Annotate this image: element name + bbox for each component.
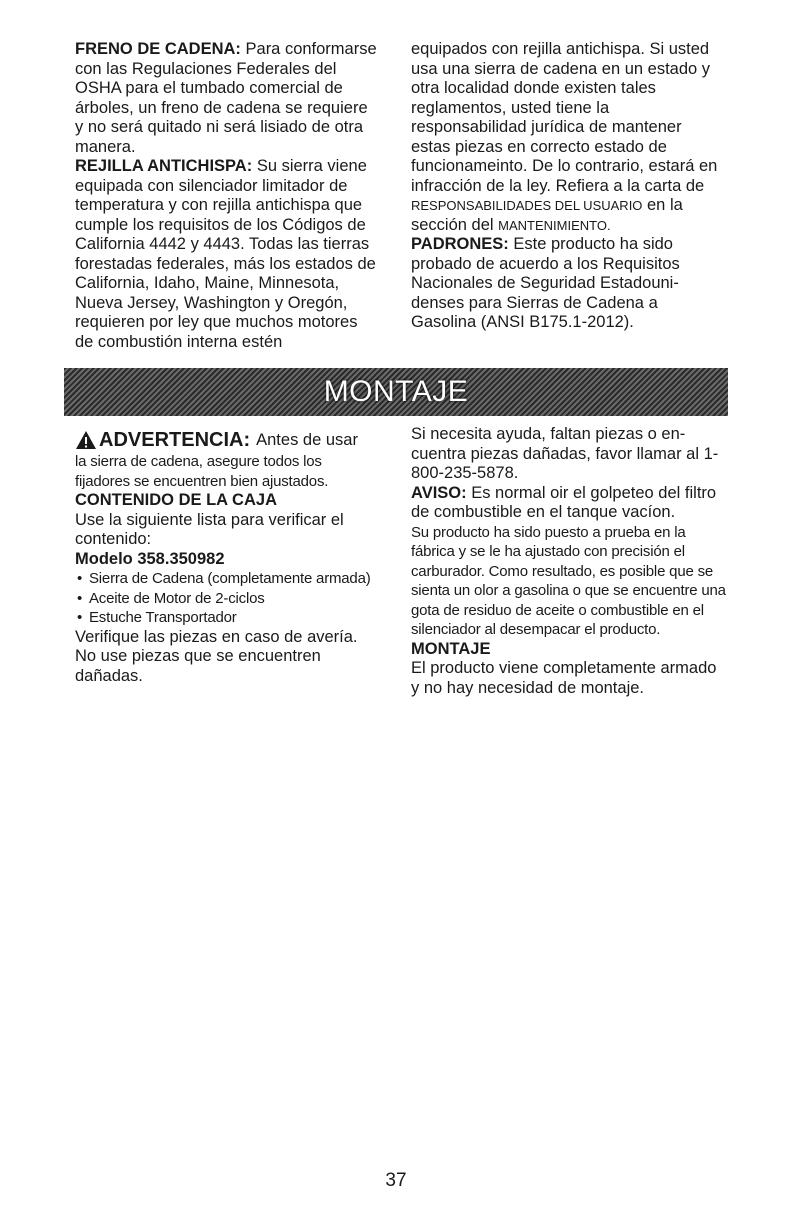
ayuda-text: Si necesita ayuda, faltan piezas o encuentra piezas dañadas, favor llamar al 1-800-235-5878. — [411, 425, 719, 482]
rejilla-paragraph — [75, 157, 380, 352]
montaje-banner — [64, 368, 728, 416]
banner-title: MONTAJE — [323, 375, 469, 408]
continuation-paragraph — [411, 40, 721, 235]
warning-label: ADVERTENCIA: — [99, 429, 251, 451]
continuation-text-1: equipados con rejilla antichispa. Si usted usa una sierra de cadena en un estado y otra localidad donde existen tales reglamentos, usted tiene la responsabilidad jurídica de mantener estas piezas en correcto estado de funcionameinto. De lo contrario, estará en infracción de la ley. Refiera a la carta de — [411, 40, 718, 195]
list-item: • Estuche Transportador — [75, 608, 380, 628]
contenido-text: Use la siguiente lista para verificar el contenido: — [75, 510, 344, 548]
padrones-paragraph — [411, 235, 721, 333]
bottom-left-column — [75, 428, 380, 686]
aviso-label: AVISO: — [411, 483, 467, 502]
warning-triangle-icon — [75, 430, 97, 450]
top-right-column — [411, 40, 721, 333]
list-item: • Sierra de Cadena (completamente armada) — [75, 569, 380, 589]
freno-label: FRENO DE CADENA: — [75, 40, 241, 58]
continuation-text-2: en la sección del — [411, 196, 683, 234]
aviso-paragraph — [411, 484, 726, 523]
padrones-label: PADRONES: — [411, 235, 509, 253]
montaje-text: El producto viene completamente armado y no hay necesidad de montaje. — [411, 659, 717, 697]
padrones-text: Este producto ha sido probado de acuerdo a los Requisitos Nacionales de Seguridad Estadounidenses para Sierras de Cadena a Gasolina (ANSI B175.1-2012). — [411, 235, 680, 331]
rejilla-text: Su sierra viene equipada con silenciador limitador de temperatura y con rejilla antichispa que cumple los requisitos de los Códigos de California 4442 y 4443. Todas las tierras forestadas federales, más los estados de California, Idaho, Maine, Minnesota, Nueva Jersey, Washington y Oregón, requieren por ley que muchos motores de combustión interna estén — [75, 157, 376, 351]
freno-paragraph — [75, 40, 380, 157]
rejilla-label: REJILLA ANTICHISPA: — [75, 157, 253, 175]
verifique-text: Verifique las piezas en caso de avería. No use piezas que se encuentren dañadas. — [75, 627, 358, 685]
box-contents-list — [75, 569, 380, 628]
top-left-column — [75, 40, 380, 352]
montaje-heading: MONTAJE — [411, 639, 491, 658]
responsabilidades-ref: RESPONSABILIDADES DEL USUARIO — [411, 198, 643, 213]
bottom-right-column — [411, 425, 726, 698]
mantenimiento-ref: MANTENIMIENTO. — [498, 217, 611, 233]
producto-text: Su producto ha sido puesto a prueba en la fábrica y se le ha ajustado con precisión el carburador. Como resultado, es posible que se sienta un olor a gasolina o que se encuentre una gota de residuo de aceite o combustible en el silenciador al desempacar el producto. — [411, 523, 726, 638]
list-item: • Aceite de Motor de 2-ciclos — [75, 589, 380, 609]
freno-text: Para conformarse con las Regulaciones Federales del OSHA para el tumbado comercial de árboles, un freno de cadena se requiere y no será quitado ni será lisiado de otra manera. — [75, 40, 377, 156]
warning-text: la sierra de cadena, asegure todos los fijadores se encuentren bien ajustados. — [75, 453, 329, 490]
aviso-text: Es normal oir el golpeteo del filtro de combustible en el tanque vacíon. — [411, 483, 717, 521]
modelo-heading: Modelo 358.350982 — [75, 549, 225, 568]
warning-tail: Antes de usar — [256, 431, 358, 449]
page-number: 37 — [385, 1170, 407, 1191]
warning-heading — [75, 428, 380, 452]
contenido-heading: CONTENIDO DE LA CAJA — [75, 491, 277, 509]
